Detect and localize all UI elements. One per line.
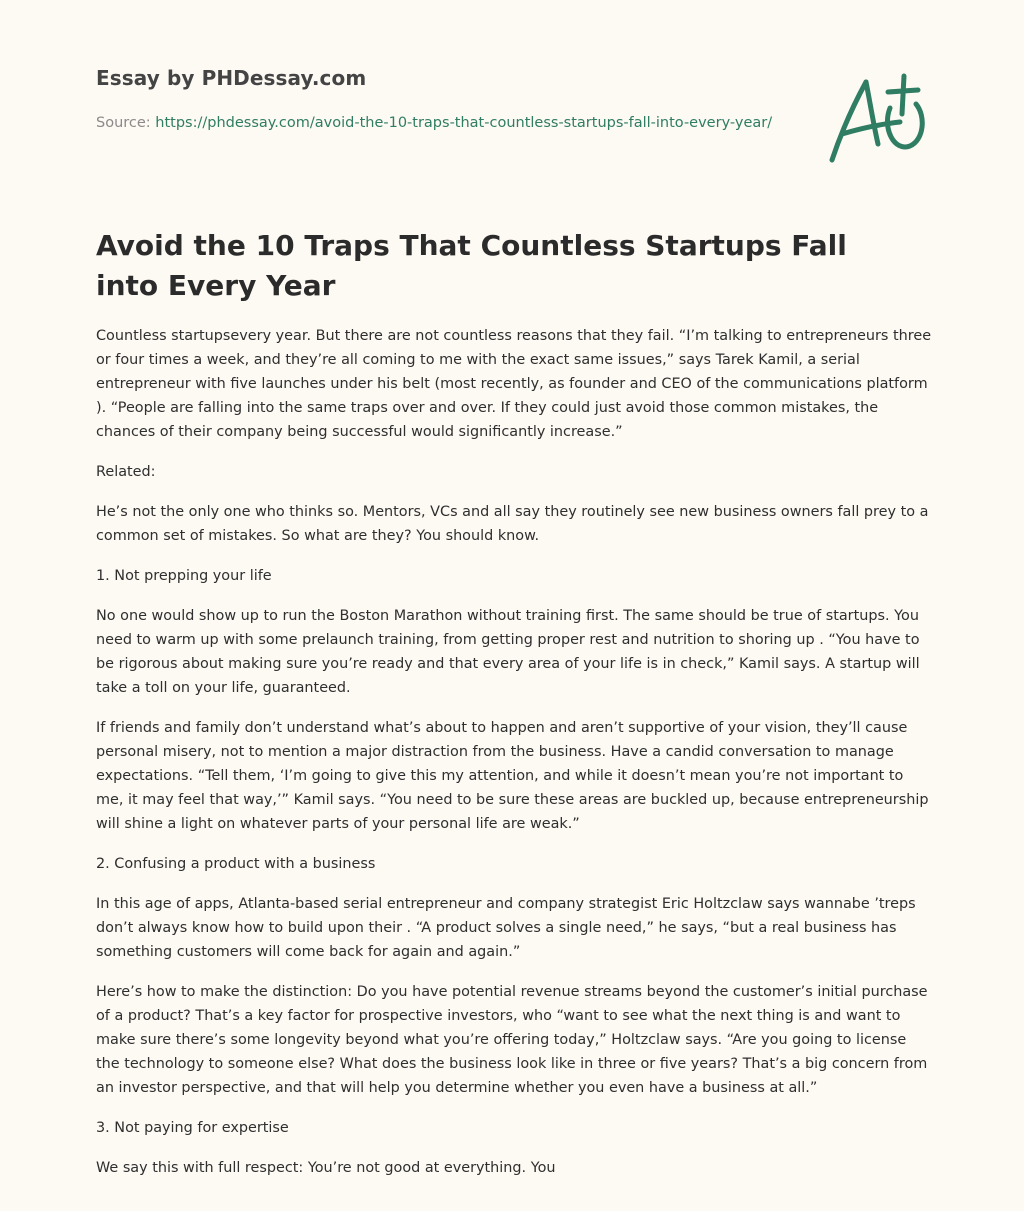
section-heading: 3. Not paying for expertise <box>96 1120 289 1136</box>
paragraph: If friends and family don’t understand what’s about to happen and aren’t supportive of your vision, they’ll cause personal misery, not to mention a major distraction from the business. Have a candid conversation to manage expectations. “Tell them, ‘I’m going to give this my attention, and while it doesn’t mean you’re not important to me, it may feel that way,’” Kamil says. “You need to be sure these areas are buckled up, because entrepreneurship will shine a light on whatever parts of your personal life are weak.” <box>96 720 929 832</box>
source-line <box>96 111 776 135</box>
source-link[interactable]: https://phdessay.com/avoid-the-10-traps-that-countless-startups-fall-into-every-year/ <box>155 115 773 131</box>
paragraph: He’s not the only one who thinks so. Mentors, VCs and all say they routinely see new business owners fall prey to a common set of mistakes. So what are they? You should know. <box>96 504 929 544</box>
paragraph: Related: <box>96 464 156 480</box>
paragraph: No one would show up to run the Boston Marathon without training first. The same should be true of startups. You need to warm up with some prelaunch training, from getting proper rest and nutrition to shoring up . “You have to be rigorous about making sure you’re ready and that every area of your life is in check,” Kamil says. A startup will take a toll on your life, guaranteed. <box>96 608 920 696</box>
source-label: Source: <box>96 115 151 131</box>
paragraph: Countless startupsevery year. But there are not countless reasons that they fail. “I’m talking to entrepreneurs three or four times a week, and they’re all coming to me with the exact same issues,” says Tarek Kamil, a serial entrepreneur with five launches under his belt (most recently, as founder and CEO of the communications platform ). “People are falling into the same traps over and over. If they could just avoid those common mistakes, the chances of their company being successful would significantly increase.” <box>96 328 932 440</box>
site-title: Essay by PHDessay.com <box>96 66 367 90</box>
essay-body <box>96 324 932 1196</box>
paragraph: We say this with full respect: You’re not good at everything. You <box>96 1160 556 1176</box>
a-plus-logo-icon <box>820 68 930 168</box>
essay-title: Avoid the 10 Traps That Countless Startups Fall into Every Year <box>96 229 847 302</box>
paragraph: Here’s how to make the distinction: Do you have potential revenue streams beyond the customer’s initial purchase of a product? That’s a key factor for prospective investors, who “want to see what the next thing is and want to make sure there’s some longevity beyond what you’re offering today,” Holtzclaw says. “Are you going to license the technology to someone else? What does the business look like in three or five years? That’s a big concern from an investor perspective, and that will help you determine whether you even have a business at all.” <box>96 984 928 1096</box>
section-heading: 1. Not prepping your life <box>96 568 272 584</box>
section-heading: 2. Confusing a product with a business <box>96 856 376 872</box>
paragraph: In this age of apps, Atlanta-based serial entrepreneur and company strategist Eric Holtzclaw says wannabe ’treps don’t always know how to build upon their . “A product solves a single need,” he says, “but a real business has something customers will come back for again and again.” <box>96 896 916 960</box>
